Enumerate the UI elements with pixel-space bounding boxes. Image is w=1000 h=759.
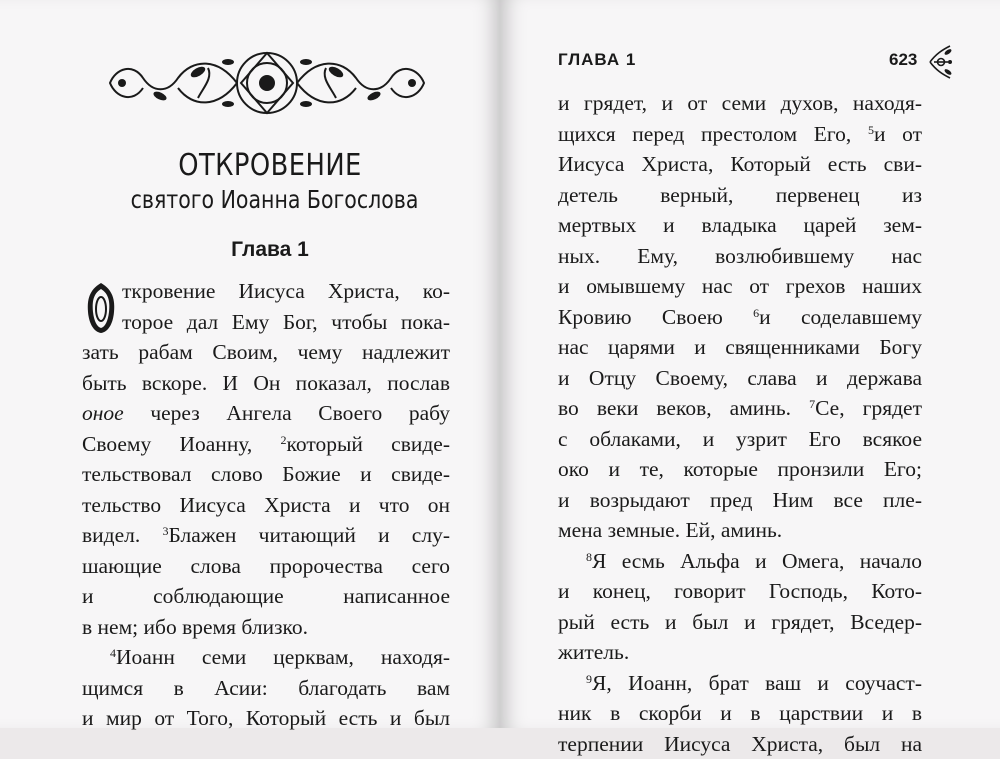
- text-line: тельство Иисуса Христа и что он: [82, 490, 450, 521]
- verse-number: 2: [281, 433, 287, 447]
- text-line: и соблюдающие написанное: [82, 581, 450, 612]
- text-line: и мир от Того, Который есть и был: [82, 703, 450, 734]
- text-line: ных. Ему, возлюбившему нас: [558, 241, 922, 272]
- text-line: видел. $^3$Блажен читающий и слу-: [82, 520, 450, 551]
- text-line: терпении Иисуса Христа, был на: [558, 729, 922, 759]
- page-number: 623: [889, 50, 917, 70]
- book-subtitle: святого Иоанна Богослова: [131, 184, 410, 216]
- text-line: Иисуса Христа, Который есть сви-: [558, 149, 922, 180]
- text-line: и омывшему нас от грехов наших: [558, 271, 922, 302]
- text-line: щихся перед престолом Его, $^5$и от: [558, 119, 922, 150]
- text-line: рый есть и был и грядет, Вседер-: [558, 607, 922, 638]
- text-line: и возрыдают пред Ним все пле-: [558, 485, 922, 516]
- right-body-text: [558, 88, 922, 759]
- verse-number: 5: [868, 123, 874, 137]
- text-line: мертвых и владыка царей зем-: [558, 210, 922, 241]
- text-line: быть вскоре. И Он показал, послав: [82, 368, 450, 399]
- floral-ornament-icon: [98, 48, 436, 118]
- running-head: ГЛАВА 1: [558, 50, 636, 70]
- text-line: торое дал Ему Бог, чтобы пока-: [82, 307, 450, 338]
- verse-number: 4: [110, 646, 116, 660]
- text-line: ткровение Иисуса Христа, ко-: [82, 276, 450, 307]
- text-line: оное через Ангела Своего рабу: [82, 398, 450, 429]
- text-line: шающие слова пророчества сего: [82, 551, 450, 582]
- text-line: мена земные. Ей, аминь.: [558, 515, 922, 546]
- text-line: зать рабам Своим, чему надлежит: [82, 337, 450, 368]
- left-page: [0, 0, 500, 728]
- text-line: детель верный, первенец из: [558, 180, 922, 211]
- text-line: око и те, которые пронзили Его;: [558, 454, 922, 485]
- text-line: житель.: [558, 637, 922, 668]
- text-line: тельствовал слово Божие и свиде-: [82, 459, 450, 490]
- verse-number: 9: [586, 672, 592, 686]
- text-line: ник в скорби и в царствии и в: [558, 698, 922, 729]
- left-body-text: [82, 276, 450, 734]
- book-title: ОТКРОВЕНИЕ: [124, 148, 416, 184]
- text-line: Своему Иоанну, $^2$который свиде-: [82, 429, 450, 460]
- corner-ornament-icon: [928, 40, 954, 84]
- italic-word: оное: [82, 401, 124, 425]
- text-line: в нем; ибо время близко.: [82, 612, 450, 643]
- verse-number: 6: [753, 306, 759, 320]
- text-line: и грядет, и от семи духов, находя-: [558, 88, 922, 119]
- verse-number: 3: [162, 524, 168, 538]
- text-line: и конец, говорит Господь, Кото-: [558, 576, 922, 607]
- text-line: $^9$Я, Иоанн, брат ваш и соучаст-: [558, 668, 922, 699]
- text-line: с облаками, и узрит Его всякое: [558, 424, 922, 455]
- text-line: Кровию Своею $^6$и соделавшему: [558, 302, 922, 333]
- text-line: щимся в Асии: благодать вам: [82, 673, 450, 704]
- verse-number: 8: [586, 550, 592, 564]
- book-title-block: [100, 148, 440, 216]
- right-page: [500, 0, 1000, 728]
- text-line: $^4$Иоанн семи церквам, находя-: [82, 642, 450, 673]
- text-line: $^8$Я есмь Альфа и Омега, начало: [558, 546, 922, 577]
- text-line: и Отцу Своему, слава и держава: [558, 363, 922, 394]
- verse-number: 7: [809, 397, 815, 411]
- chapter-title: Глава 1: [100, 238, 440, 262]
- text-line: во веки веков, аминь. $^7$Се, грядет: [558, 393, 922, 424]
- text-line: нас царями и священниками Богу: [558, 332, 922, 363]
